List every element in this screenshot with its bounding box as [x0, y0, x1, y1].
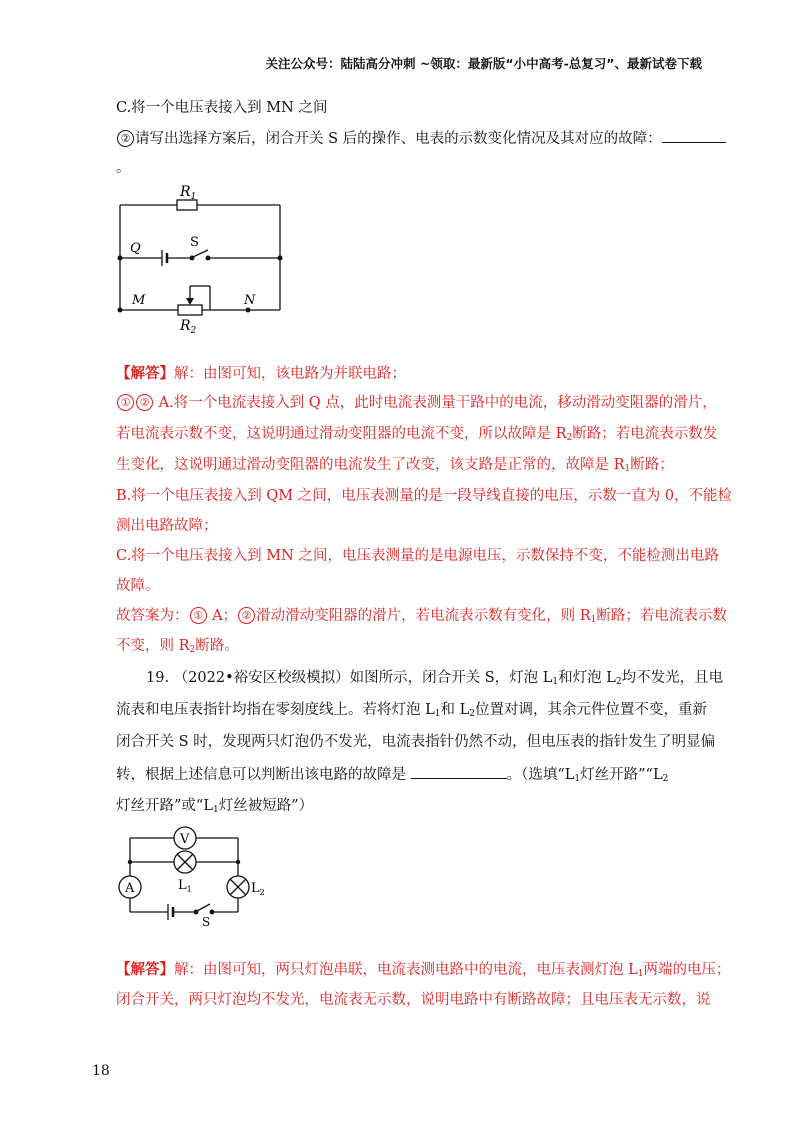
label-m: M	[132, 293, 146, 308]
answer-tag: 【解答】	[116, 365, 174, 382]
q19-line-3: 闭合开关 S 时，发现两只灯泡仍不发光，电流表指针仍然不动，但电压表的指针发生了明显偏	[116, 734, 716, 750]
answer-1-line-8: 故障。	[116, 578, 160, 594]
answer-1-line-9: 故答案为： ① A； ② 滑动滑动变阻器的滑片，若电流表示数有变化，则 $R_1$断路；若电流表示数	[116, 608, 727, 625]
answer-1-line-4: 生变化，这说明通过滑动变阻器的电流发生了改变，该支路是正常的，故障是 $R_1$断路；	[116, 457, 674, 474]
circled-number: ②	[117, 130, 134, 147]
answer-blank	[662, 128, 726, 143]
answer-1-line-2: ① ② A.将一个电流表接入到 Q 点，此时电流表测量干路中的电流，移动滑动变阻器的滑片，	[116, 393, 766, 413]
page-header: 关注公众号：陆陆高分冲刺 ~领取：最新版“小中高考-总复习”、最新试卷下载	[265, 56, 702, 71]
page-number: 18	[92, 1063, 110, 1079]
voltmeter-label: V	[180, 832, 190, 847]
answer-1-line-5: B.将一个电压表接入到 QM 之间，电压表测量的是一段导线直接的电压，示数一直为 0，不能检	[116, 488, 733, 504]
label-l2: $L_2$	[251, 881, 265, 897]
answer-1-line-10: 不变，则 $R_2$断路。	[116, 638, 239, 655]
label-switch: S	[202, 915, 211, 929]
question-2-text: 请写出选择方案后，闭合开关 S 后的操作、电表的示数变化情况及其对应的故障：	[135, 131, 662, 147]
answer-blank	[411, 764, 507, 779]
option-c-text: C.将一个电压表接入到 MN 之间	[116, 100, 328, 116]
question-2-end: 。	[116, 160, 131, 176]
q19-line-2: 流表和电压表指针均指在零刻度线上。若将灯泡 $L_1$和 $L_2$位置对调，其余元件位置不变，重新	[116, 702, 707, 719]
circuit-diagram-2	[110, 826, 280, 929]
question-2-line	[116, 128, 766, 149]
label-l1: $L_1$	[178, 878, 192, 894]
answer-tag: 【解答】	[116, 961, 174, 978]
answer-1-line-6: 测出电路故障；	[116, 518, 218, 534]
answer-1-line-3: 若电流表示数不变，这说明通过滑动变阻器的电流不变，所以故障是 $R_2$断路；若电流表示数发	[116, 426, 718, 443]
circuit-diagram-1	[110, 180, 300, 340]
label-q: Q	[130, 241, 141, 256]
label-r1: $R_1$	[180, 184, 197, 202]
ammeter-label: A	[125, 881, 135, 896]
answer-1-line-7: C.将一个电压表接入到 MN 之间，电压表测量的是电源电压，示数保持不变，不能检测出电路	[116, 548, 719, 564]
answer-2-line-2: 闭合开关，两只灯泡均不发光，电流表无示数，说明电路中有断路故障；且电压表无示数，说	[116, 992, 711, 1008]
answer-2-line-1: 【解答】解：由图可知，两只灯泡串联，电流表测电路中的电流，电压表测灯泡 $L_1$两端的电压；	[116, 961, 731, 979]
answer-1-line-1: 【解答】解：由图可知，该电路为并联电路；	[116, 365, 406, 382]
label-r2: $R_2$	[180, 318, 197, 336]
q19-line-1: 19. （2022•裕安区校级模拟）如图所示，闭合开关 S，灯泡 $L_1$和灯泡 $L_2$均不发光，且电	[146, 670, 724, 687]
q19-line-4: 转，根据上述信息可以判断出该电路的故障是 。（选填“$L_1$灯丝开路$”“L_2$	[116, 764, 766, 789]
q19-line-5: 灯丝开路”或“$L_1$灯丝被短路”）	[116, 798, 314, 815]
label-n: N	[244, 293, 256, 308]
label-s: S	[190, 235, 199, 250]
